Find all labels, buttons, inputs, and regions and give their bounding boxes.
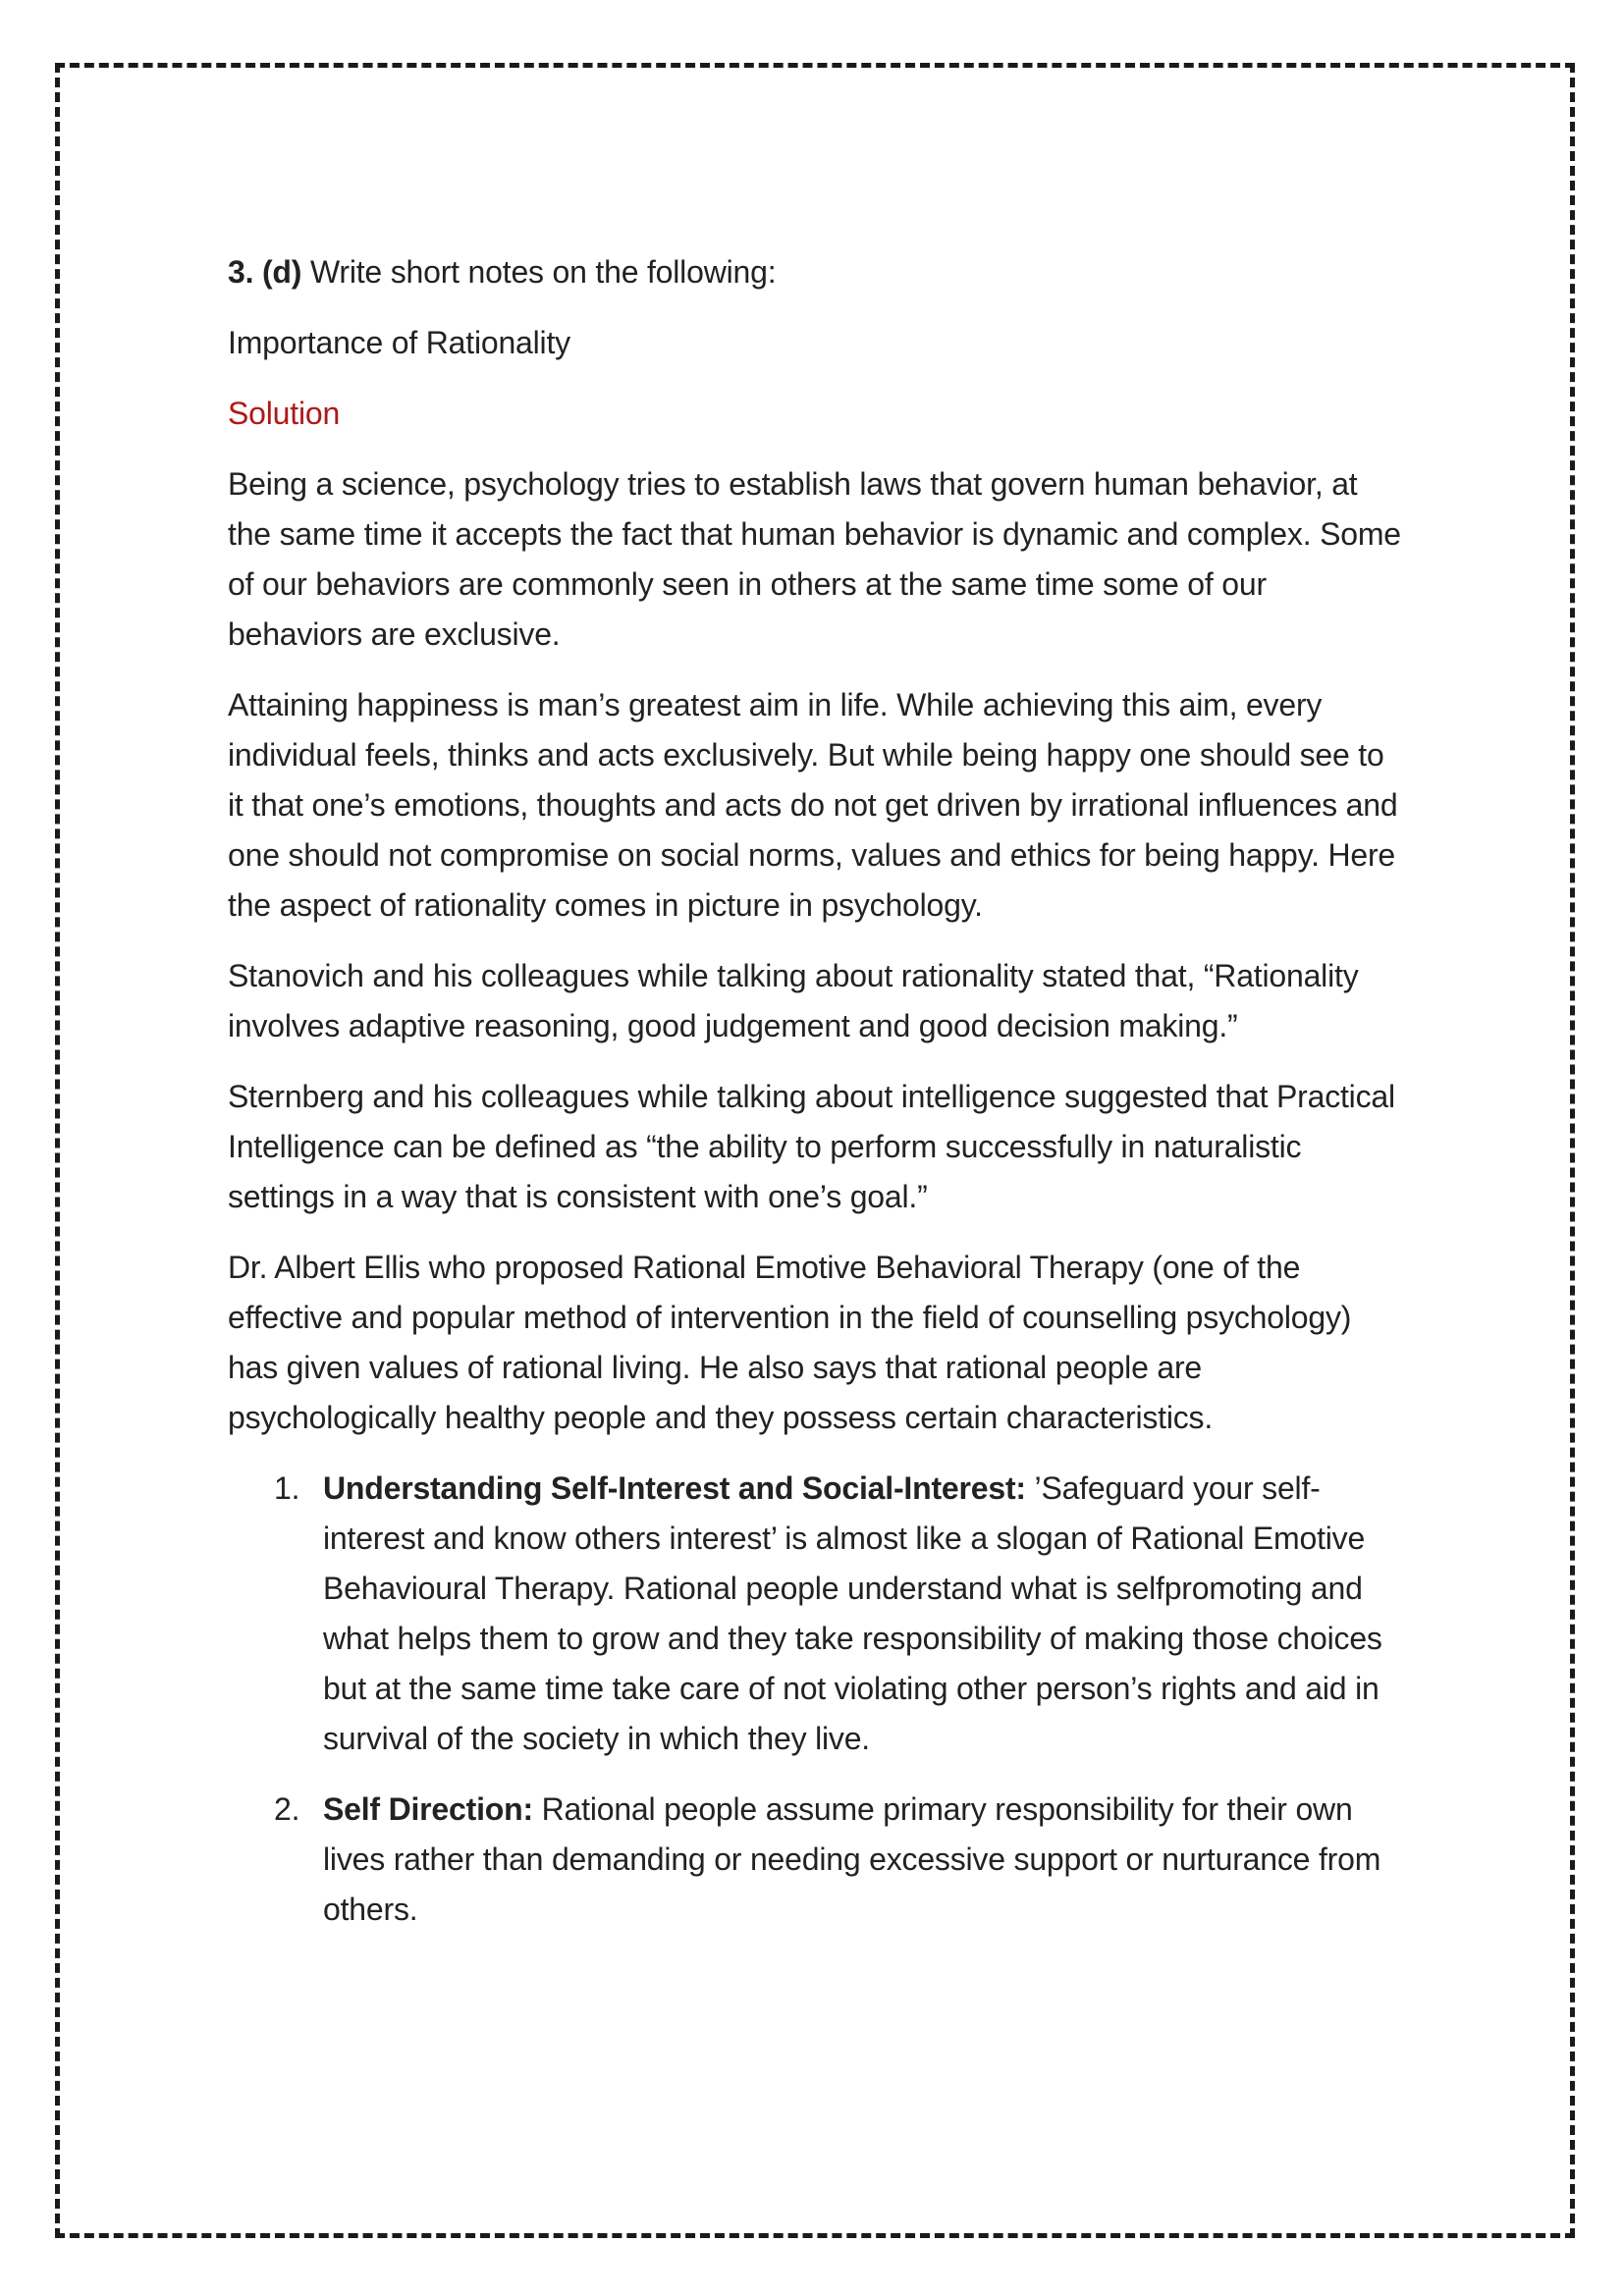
list-item-number: 2. [274,1791,300,1827]
question-line [228,247,1406,297]
question-text: Write short notes on the following: [309,254,777,290]
question-number: 3. (d) [228,254,302,290]
paragraph: Being a science, psychology tries to establish laws that govern human behavior, at the same time it accepts the fact that human behavior is dynamic and complex. Some of our behaviors are commonly seen in others at the same time some of our behaviors are exclusive. [228,466,1401,652]
list-item [228,1785,1406,1935]
list-item-text: ’Safeguard your self-interest and know others interest’ is almost like a slogan of Rational Emotive Behavioural Therapy. Rational people understand what is selfpromoting and what helps them to grow and they take responsibility of making those choices but at the same time take care of not violating other person’s rights and aid in survival of the society in which they live. [323,1470,1382,1756]
paragraph: Dr. Albert Ellis who proposed Rational Emotive Behavioral Therapy (one of the effective and popular method of intervention in the field of counselling psychology) has given values of rational living. He also says that rational people are psychologically healthy people and they possess certain characteristics. [228,1250,1352,1435]
paragraph: Sternberg and his colleagues while talking about intelligence suggested that Practical Intelligence can be defined as “the ability to perform successfully in naturalistic settings in a way that is consistent with one’s goal.” [228,1079,1395,1214]
topic-title: Importance of Rationality [228,325,570,360]
paragraph: Attaining happiness is man’s greatest aim in life. While achieving this aim, every individual feels, thinks and acts exclusively. But while being happy one should see to it that one’s emotions, thoughts and acts do not get driven by irrational influences and one should not compromise on social norms, values and ethics for being happy. Here the aspect of rationality comes in picture in psychology. [228,687,1398,923]
list-item [228,1464,1406,1764]
list-item-term: Understanding Self-Interest and Social-Interest: [323,1470,1026,1506]
list-item-text: Rational people assume primary responsibility for their own lives rather than demanding or needing excessive support or nurturance from others. [323,1791,1381,1927]
solution-heading: Solution [228,396,341,431]
paragraph: Stanovich and his colleagues while talking about rationality stated that, “Rationality involves adaptive reasoning, good judgement and good decision making.” [228,958,1359,1043]
document-body [228,247,1406,1955]
list-item-term: Self Direction: [323,1791,533,1827]
characteristics-list [228,1464,1406,1935]
list-item-number: 1. [274,1470,300,1506]
